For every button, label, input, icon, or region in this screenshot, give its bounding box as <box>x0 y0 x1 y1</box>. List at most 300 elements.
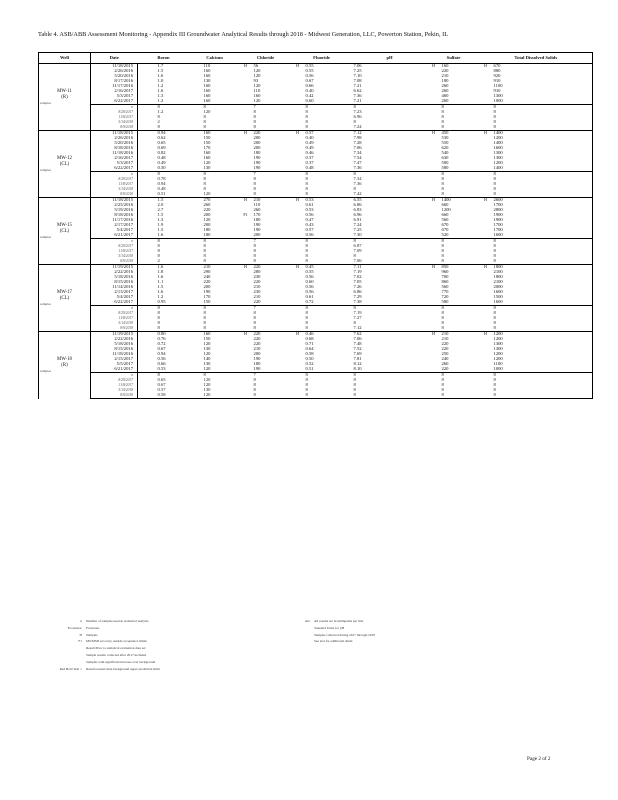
ph-value: 7.98 <box>353 136 362 141</box>
boron-value: 0.72 <box>157 342 166 347</box>
well-cell <box>39 64 91 131</box>
chloride-value: 200 <box>253 233 261 238</box>
date-cell: 8/9/2018 <box>91 259 138 265</box>
ph-value: 6.86 <box>353 203 362 208</box>
sulfate-value: 960 <box>441 270 449 275</box>
chloride-qualifier: H <box>240 64 252 70</box>
fluoride-value: 0.46 <box>304 332 352 338</box>
ph-value: 6.55 <box>352 198 428 204</box>
sulfate-value: 8 <box>441 120 444 125</box>
chloride-value: 8 <box>253 187 256 192</box>
ph-value: 7.81 <box>353 357 362 362</box>
date-cell: 11/18/2015 <box>91 198 138 204</box>
chloride-value: 190 <box>253 161 261 166</box>
sulfate-value: 1200 <box>441 208 451 213</box>
boron-value: 0.94 <box>157 182 166 187</box>
fluoride-value: 0.53 <box>305 208 314 213</box>
tds-value: 1400 <box>492 131 593 137</box>
header-tds: Total Dissolved Solids <box>480 53 593 64</box>
ph-value: 7.06 <box>353 259 362 264</box>
calcium-value: 110 <box>202 64 240 70</box>
chloride-qualifier: F1 <box>243 213 248 218</box>
sulfate-value: 250 <box>441 352 449 357</box>
calcium-value: 120 <box>203 110 211 115</box>
ph-value: 7.27 <box>353 316 362 321</box>
ph-value: 7.34 <box>353 151 362 156</box>
note-row <box>58 653 160 660</box>
ph-value: 7.19 <box>353 270 362 275</box>
boron-value: 8 <box>157 249 160 254</box>
fluoride-value: 0.50 <box>305 357 314 362</box>
header-ph: pH <box>352 53 428 64</box>
header-boron: Boron <box>138 53 190 64</box>
well-name: MW-11 <box>57 88 72 94</box>
calcium-value: 140 <box>203 357 211 362</box>
fluoride-value: 8 <box>304 373 352 379</box>
sulfate-qualifier <box>428 393 440 399</box>
calcium-value: 130 <box>203 362 211 367</box>
sulfate-value: 260 <box>441 362 449 367</box>
fluoride-value: 8 <box>305 388 308 393</box>
chloride-value: 120 <box>253 69 261 74</box>
sulfate-value: 8 <box>441 326 444 331</box>
tds-value: 8 <box>492 316 593 321</box>
sulfate-value: 700 <box>441 275 449 280</box>
tds-value: 2600 <box>492 198 593 204</box>
tds-value: 1700 <box>492 203 593 208</box>
fluoride-value: 8 <box>305 321 308 326</box>
calcium-qualifier <box>190 393 202 399</box>
boron-value: 1.6 <box>157 275 164 280</box>
calcium-value: 8 <box>202 239 240 245</box>
note-row <box>286 626 375 633</box>
header-calcium: Calcium <box>190 53 240 64</box>
fluoride-value: 8 <box>305 254 308 259</box>
tds-value: 1500 <box>492 295 593 300</box>
date-cell: 5/14/2018 <box>91 388 138 393</box>
ph-value: 7.25 <box>353 228 362 233</box>
boron-value: 8 <box>157 125 160 130</box>
boron-value: 1.6 <box>156 265 190 271</box>
note-key: n <box>80 619 82 623</box>
note-text: Footnotes <box>86 625 100 630</box>
sulfate-value: 8 <box>441 388 444 393</box>
note-row <box>286 619 375 626</box>
date-cell: 6/22/2017 <box>91 300 138 306</box>
calcium-value: 160 <box>203 69 211 74</box>
sulfate-value: 450 <box>440 131 480 137</box>
fluoride-value: 0.56 <box>305 213 314 218</box>
boron-value: 0.50 <box>157 166 166 171</box>
ph-value: 7.06 <box>353 337 362 342</box>
date-cell: 5/3/2017 <box>91 161 138 166</box>
ph-value: 8 <box>353 120 356 125</box>
table-title: Table 4. ASB/ABB Assessment Monitoring - Appendix III Groundwater Analytical Results through 2018 - Midwest Generation, LLC, Powerton Station, Pekin, IL <box>38 31 449 38</box>
note-key: Abr <box>304 619 310 623</box>
well-name: MW-18 <box>57 356 72 362</box>
chloride-value: 8 <box>253 383 256 388</box>
sulfate-value: 8 <box>441 249 444 254</box>
sulfate-value: 770 <box>441 290 449 295</box>
fluoride-value: 0.60 <box>305 99 314 104</box>
ph-value: 6.91 <box>353 218 362 223</box>
boron-value: 1.2 <box>157 110 164 115</box>
tds-value: 1700 <box>492 228 593 233</box>
chloride-value: 260 <box>253 208 261 213</box>
calcium-value: 120 <box>202 393 240 399</box>
chloride-value: 180 <box>253 218 261 223</box>
calcium-value: 8 <box>203 120 206 125</box>
fluoride-value: 0.45 <box>304 265 352 271</box>
fluoride-value: 0.56 <box>305 233 314 238</box>
note-text: All results are in milligrams per liter <box>314 619 364 623</box>
sulfate-value: 540 <box>441 151 449 156</box>
chloride-value: 190 <box>253 357 261 362</box>
sulfate-value: 220 <box>441 347 449 352</box>
boron-value: 8 <box>156 105 190 111</box>
boron-value: 0.49 <box>157 161 166 166</box>
fluoride-value: 8 <box>305 192 308 197</box>
fluoride-value: 0.52 <box>305 362 314 367</box>
ph-value: 8 <box>353 383 356 388</box>
boron-value: 0.62 <box>157 136 166 141</box>
boron-value: 2.0 <box>157 203 164 208</box>
chloride-value: 220 <box>253 280 261 285</box>
boron-value: 8 <box>157 115 160 120</box>
calcium-value: 8 <box>203 254 206 259</box>
fluoride-value: 0.51 <box>305 367 314 372</box>
chloride-value: 210 <box>253 347 261 352</box>
sulfate-value: 180 <box>441 79 449 84</box>
sulfate-value: 670 <box>441 228 449 233</box>
ph-value: 7.24 <box>353 223 362 228</box>
well-class: (R) <box>61 94 68 100</box>
date-cell: 11/18/2016 <box>91 151 138 156</box>
calcium-value: 160 <box>202 131 240 137</box>
chloride-value: 8 <box>253 388 256 393</box>
date-cell: 8/18/2016 <box>91 213 138 218</box>
sulfate-value: 620 <box>441 146 449 151</box>
boron-value: 1.7 <box>156 64 190 70</box>
fluoride-qualifier <box>292 393 304 399</box>
calcium-value: 8 <box>202 105 240 111</box>
boron-value: 8 <box>156 239 190 245</box>
sulfate-value: 8 <box>441 110 444 115</box>
well-cell <box>39 198 91 265</box>
sulfate-value: 580 <box>441 166 449 171</box>
well-class: (CL) <box>59 161 70 167</box>
stat-row <box>39 393 593 399</box>
ph-value: 7.38 <box>353 300 362 305</box>
date-cell: 11/18/2015 <box>91 131 138 137</box>
sulfate-value: 560 <box>441 285 449 290</box>
note-text: Sample results collected after 2017 included <box>86 652 147 657</box>
sulfate-value: 160 <box>440 64 480 70</box>
boron-value: 1.5 <box>156 198 190 204</box>
tds-value: 8 <box>492 244 593 249</box>
ph-value: 7.36 <box>353 94 362 99</box>
boron-value: 1.0 <box>157 79 164 84</box>
ph-value: 8 <box>353 388 356 393</box>
fluoride-value: 0.42 <box>305 94 314 99</box>
calcium-value: 8 <box>202 373 240 379</box>
boron-value: 0.94 <box>157 352 166 357</box>
well-name: MW-12 <box>57 155 72 161</box>
date-cell: 5/4/2017 <box>91 228 138 233</box>
chloride-value: 110 <box>253 89 261 94</box>
note-text: Result Greater than background upper prediction limit <box>86 666 160 671</box>
sulfate-value: 720 <box>441 295 449 300</box>
date-cell: 11/8/2017 <box>91 383 138 388</box>
boron-value: 8 <box>157 244 160 249</box>
sulfate-value: 220 <box>441 367 449 372</box>
sulfate-value: 560 <box>441 218 449 223</box>
fluoride-value: 0.66 <box>305 84 314 89</box>
tds-value: 8 <box>492 110 593 115</box>
chloride-value: 220 <box>252 131 292 137</box>
chloride-value: 8 <box>253 115 256 120</box>
fluoride-value: 8 <box>304 105 352 111</box>
sulfate-value: 8 <box>440 373 480 379</box>
fluoride-value: 8 <box>305 311 308 316</box>
tds-value: 1000 <box>492 367 593 373</box>
boron-value: 2 <box>157 120 160 125</box>
calcium-value: 150 <box>203 300 211 305</box>
calcium-value: 8 <box>203 187 206 192</box>
well-class: (CL) <box>59 228 70 234</box>
tds-value: 1200 <box>492 136 593 141</box>
fluoride-value: 0.56 <box>305 290 314 295</box>
boron-value: 1.3 <box>157 94 164 99</box>
date-cell: 8/9/2018 <box>91 326 138 332</box>
calcium-value: 120 <box>203 192 211 197</box>
fluoride-qualifier: H <box>292 131 304 137</box>
calcium-value: 270 <box>202 198 240 204</box>
date-cell: 8/29/2017 <box>91 177 138 182</box>
ph-value: 8.10 <box>353 367 362 372</box>
chloride-value: 160 <box>253 94 261 99</box>
fluoride-value: 8 <box>305 120 308 125</box>
chloride-value: 7 <box>252 239 292 245</box>
tds-value: 1900 <box>492 218 593 223</box>
tds-value: 1800 <box>492 265 593 271</box>
chloride-value: 7 <box>252 172 292 178</box>
calcium-value: 120 <box>203 161 211 166</box>
ph-value: 6.87 <box>353 244 362 249</box>
boron-value: 0.65 <box>157 378 166 383</box>
ph-value: 7.21 <box>353 99 362 104</box>
boron-value: 1.5 <box>157 228 164 233</box>
ph-value: 6.96 <box>353 115 362 120</box>
boron-value: 1.5 <box>157 285 164 290</box>
tds-value: 8 <box>492 177 593 182</box>
fluoride-value: 0.55 <box>305 69 314 74</box>
fluoride-value: 8 <box>305 187 308 192</box>
fluoride-value: 0.68 <box>305 337 314 342</box>
ph-value: 8 <box>352 306 428 312</box>
fluoride-value: 0.58 <box>305 352 314 357</box>
tds-value: 8 <box>492 249 593 254</box>
chloride-value: 8 <box>252 393 292 399</box>
chloride-value: 8 <box>253 120 256 125</box>
boron-value: 0.48 <box>157 187 166 192</box>
calcium-value: 150 <box>203 337 211 342</box>
chloride-qualifier: H <box>240 198 252 204</box>
chloride-value: 220 <box>252 332 292 338</box>
date-cell: n <box>91 239 138 245</box>
tds-value: 8 <box>492 254 593 259</box>
tds-value: 1200 <box>492 357 593 362</box>
boron-value: 1.3 <box>157 218 164 223</box>
date-cell: 8/15/2016 <box>91 280 138 285</box>
chloride-value: 280 <box>253 270 261 275</box>
date-cell: 2/26/2016 <box>91 69 138 74</box>
chloride-value: 220 <box>252 265 292 271</box>
tds-value: 1200 <box>492 352 593 357</box>
sulfate-value: 8 <box>441 115 444 120</box>
tds-value: 8 <box>492 239 593 245</box>
well-class: (R) <box>61 362 68 368</box>
ph-value: 7.47 <box>353 161 362 166</box>
boron-value: 0.95 <box>157 300 166 305</box>
tds-value: 1300 <box>492 156 593 161</box>
sulfate-value: 850 <box>440 265 480 271</box>
ph-value: 8 <box>352 105 428 111</box>
tds-value: 8 <box>492 187 593 192</box>
ph-value: 7.02 <box>353 275 362 280</box>
chloride-value: 8 <box>253 192 256 197</box>
date-cell: 2/17/2017 <box>91 223 138 228</box>
sulfate-value: 8 <box>440 239 480 245</box>
fluoride-value: 0.71 <box>305 342 314 347</box>
tds-value: 8 <box>492 393 593 399</box>
calcium-value: 8 <box>203 326 206 331</box>
note-text: See text for additional detail <box>314 639 353 644</box>
header-well: Well <box>39 53 91 64</box>
boron-value: 1.2 <box>157 99 164 104</box>
fluoride-value: 0.47 <box>305 218 314 223</box>
calcium-value: 160 <box>203 99 211 104</box>
ph-value: 7.21 <box>353 84 362 89</box>
sulfate-value: 8 <box>441 316 444 321</box>
header-date: Date <box>91 53 138 64</box>
chloride-value: 190 <box>253 166 261 171</box>
chloride-value: 190 <box>253 228 261 233</box>
fluoride-qualifier: H <box>292 198 304 204</box>
calcium-value: 200 <box>203 223 211 228</box>
tds-value: 1100 <box>492 84 593 89</box>
calcium-value: 290 <box>203 270 211 275</box>
calcium-value: 120 <box>203 367 211 372</box>
sulfate-qualifier: H <box>428 198 440 204</box>
tds-value: 1200 <box>492 161 593 166</box>
chloride-value: 220 <box>253 300 261 305</box>
sulfate-value: 1400 <box>440 198 480 204</box>
date-cell: 11/8/2017 <box>91 115 138 120</box>
note-row <box>58 639 160 646</box>
header-row <box>39 53 593 64</box>
chloride-value: 190 <box>253 156 261 161</box>
calcium-value: 180 <box>203 228 211 233</box>
date-cell: 6/21/2017 <box>91 367 138 373</box>
calcium-value: 170 <box>203 295 211 300</box>
sulfate-value: 220 <box>441 342 449 347</box>
well-note: samples <box>40 301 51 306</box>
sulfate-value: 210 <box>441 337 449 342</box>
boron-value: 8 <box>156 172 190 178</box>
calcium-value: 8 <box>203 125 206 130</box>
tds-value: 1200 <box>492 337 593 342</box>
chloride-value: 180 <box>253 151 261 156</box>
chloride-value: 8 <box>253 378 256 383</box>
ph-value: 7.48 <box>353 342 362 347</box>
date-cell: 8/9/2018 <box>91 192 138 198</box>
sulfate-value: 8 <box>441 383 444 388</box>
chloride-value: 220 <box>253 342 261 347</box>
chloride-value: 8 <box>253 316 256 321</box>
date-cell: 8/15/2016 <box>91 347 138 352</box>
calcium-value: 240 <box>203 275 211 280</box>
sulfate-value: 210 <box>441 74 449 79</box>
sulfate-qualifier: H <box>428 332 440 338</box>
sulfate-value: 8 <box>440 306 480 312</box>
fluoride-value: 8 <box>305 259 308 264</box>
chloride-value: 8 <box>253 311 256 316</box>
boron-value: 8 <box>157 316 160 321</box>
note-text: Number of samples used in statistical analysis <box>86 619 149 623</box>
chloride-value: 8 <box>253 177 256 182</box>
fluoride-value: 0.48 <box>305 166 314 171</box>
ph-value: 8 <box>352 172 428 178</box>
boron-value: 1.9 <box>157 223 164 228</box>
chloride-value: 8 <box>253 244 256 249</box>
calcium-value: 160 <box>203 94 211 99</box>
tds-value: 1200 <box>492 332 593 338</box>
sulfate-value: 8 <box>441 187 444 192</box>
date-cell: 5/3/2017 <box>91 94 138 99</box>
date-cell: 11/19/2015 <box>91 332 138 338</box>
ph-value: 7.42 <box>353 192 362 197</box>
boron-value: 8 <box>157 311 160 316</box>
chloride-value: 7 <box>252 306 292 312</box>
calcium-value: 8 <box>203 177 206 182</box>
sulfate-value: 670 <box>441 223 449 228</box>
tds-value: 8 <box>492 326 593 332</box>
calcium-value: 8 <box>203 249 206 254</box>
tds-value: 8 <box>492 388 593 393</box>
tds-value: 2000 <box>492 285 593 290</box>
calcium-value: 8 <box>203 115 206 120</box>
sulfate-value: 550 <box>441 141 449 146</box>
tds-value: 670 <box>492 64 593 70</box>
fluoride-value: 0.64 <box>305 347 314 352</box>
ph-value: 7.05 <box>353 280 362 285</box>
note-text: Samples <box>86 632 98 637</box>
fluoride-value: 8 <box>304 239 352 245</box>
calcium-value: 120 <box>203 342 211 347</box>
chloride-value: 93 <box>253 79 259 84</box>
boron-value: 1.8 <box>157 270 164 275</box>
boron-value: 1.5 <box>157 213 164 218</box>
sulfate-value: 260 <box>441 99 449 104</box>
date-cell: 11/14/2016 <box>91 285 138 290</box>
fluoride-value: 0.46 <box>305 151 314 156</box>
fluoride-value: 8 <box>305 115 308 120</box>
ph-value: 7.30 <box>353 233 362 238</box>
ph-value: 7.10 <box>353 74 362 79</box>
date-cell: 11/19/2015 <box>91 265 138 271</box>
tds-qualifier: H <box>480 265 492 271</box>
